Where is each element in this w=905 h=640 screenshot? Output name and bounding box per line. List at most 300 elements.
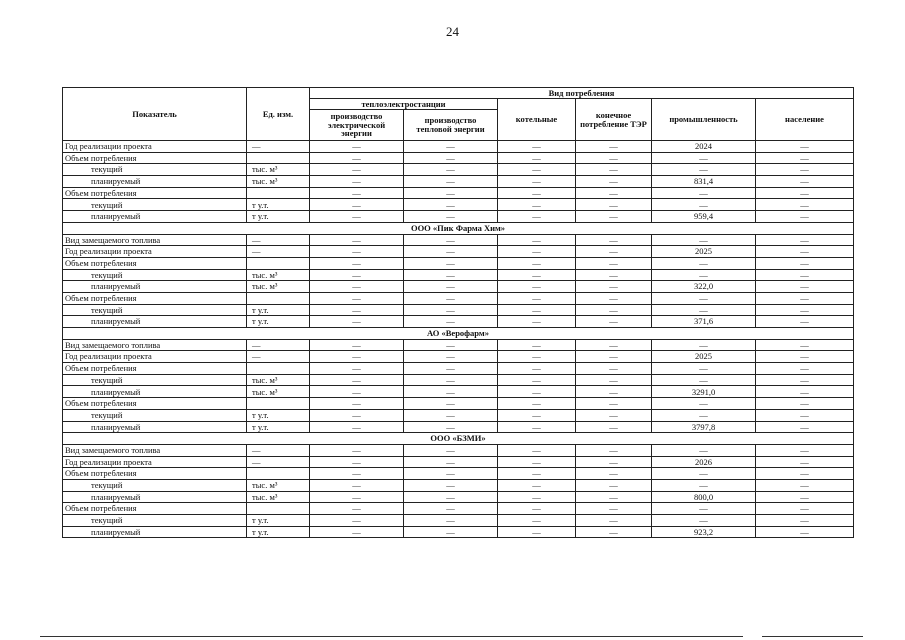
population-cell: —	[756, 141, 854, 153]
electric-production-cell: —	[310, 281, 404, 293]
table-row	[63, 444, 854, 456]
unit-cell: т у.т.	[247, 304, 310, 316]
industry-cell: 923,2	[652, 526, 756, 538]
industry-cell: —	[652, 234, 756, 246]
industry-cell: —	[652, 398, 756, 410]
unit-cell: тыс. м³	[247, 281, 310, 293]
boilers-cell: —	[498, 398, 576, 410]
heat-production-cell: —	[404, 152, 498, 164]
boilers-cell: —	[498, 339, 576, 351]
boilers-cell: —	[498, 316, 576, 328]
electric-production-cell: —	[310, 199, 404, 211]
boilers-cell: —	[498, 176, 576, 188]
electric-production-cell: —	[310, 409, 404, 421]
population-cell: —	[756, 444, 854, 456]
population-cell: —	[756, 479, 854, 491]
indicator-cell: Объем потребления	[63, 503, 247, 515]
heat-production-cell: —	[404, 281, 498, 293]
section-title: АО «Верофарм»	[63, 328, 854, 340]
electric-production-cell: —	[310, 479, 404, 491]
heat-production-cell: —	[404, 374, 498, 386]
heat-production-cell: —	[404, 176, 498, 188]
industry-cell: —	[652, 292, 756, 304]
table-row	[63, 491, 854, 503]
table-row	[63, 246, 854, 258]
final-consumption-cell: —	[576, 141, 652, 153]
boilers-cell: —	[498, 515, 576, 527]
final-consumption-cell: —	[576, 257, 652, 269]
electric-production-cell: —	[310, 363, 404, 375]
final-consumption-cell: —	[576, 152, 652, 164]
final-consumption-cell: —	[576, 374, 652, 386]
electric-production-cell: —	[310, 503, 404, 515]
population-cell: —	[756, 281, 854, 293]
indicator-cell: Вид замещаемого топлива	[63, 444, 247, 456]
final-consumption-cell: —	[576, 526, 652, 538]
heat-production-cell: —	[404, 304, 498, 316]
unit-cell: —	[247, 444, 310, 456]
boilers-cell: —	[498, 257, 576, 269]
industry-cell: 800,0	[652, 491, 756, 503]
industry-cell: 831,4	[652, 176, 756, 188]
section-title: ООО «Пик Фарма Хим»	[63, 222, 854, 234]
table-row	[63, 187, 854, 199]
boilers-cell: —	[498, 304, 576, 316]
population-cell: —	[756, 491, 854, 503]
unit-cell	[247, 187, 310, 199]
indicator-cell: планируемый	[63, 211, 247, 223]
electric-production-cell: —	[310, 269, 404, 281]
population-cell: —	[756, 292, 854, 304]
table-row	[63, 351, 854, 363]
boilers-cell: —	[498, 281, 576, 293]
table-row	[63, 363, 854, 375]
table-row	[63, 316, 854, 328]
indicator-cell: Год реализации проекта	[63, 141, 247, 153]
boilers-cell: —	[498, 374, 576, 386]
unit-cell	[247, 257, 310, 269]
heat-production-cell: —	[404, 363, 498, 375]
final-consumption-cell: —	[576, 456, 652, 468]
electric-production-cell: —	[310, 246, 404, 258]
indicator-cell: Год реализации проекта	[63, 351, 247, 363]
indicator-cell: Объем потребления	[63, 468, 247, 480]
industry-cell: 2024	[652, 141, 756, 153]
heat-production-cell: —	[404, 491, 498, 503]
boilers-cell: —	[498, 491, 576, 503]
industry-cell: —	[652, 479, 756, 491]
indicator-cell: текущий	[63, 304, 247, 316]
heat-production-cell: —	[404, 316, 498, 328]
boilers-cell: —	[498, 444, 576, 456]
industry-cell: —	[652, 363, 756, 375]
heat-production-cell: —	[404, 199, 498, 211]
unit-cell: т у.т.	[247, 316, 310, 328]
population-cell: —	[756, 176, 854, 188]
industry-cell: —	[652, 409, 756, 421]
industry-cell: 322,0	[652, 281, 756, 293]
indicator-cell: планируемый	[63, 526, 247, 538]
header-boilers: котельные	[498, 99, 576, 141]
final-consumption-cell: —	[576, 304, 652, 316]
population-cell: —	[756, 339, 854, 351]
electric-production-cell: —	[310, 152, 404, 164]
footer-rule-right	[762, 636, 863, 637]
population-cell: —	[756, 152, 854, 164]
industry-cell: —	[652, 444, 756, 456]
table-row	[63, 257, 854, 269]
header-final-consumption: конечное потребление ТЭР	[576, 99, 652, 141]
indicator-cell: планируемый	[63, 316, 247, 328]
page-number: 24	[446, 24, 459, 39]
table-body	[63, 141, 854, 538]
header-consumption-type: Вид потребления	[310, 88, 854, 99]
table-row	[63, 304, 854, 316]
industry-cell: —	[652, 269, 756, 281]
heat-production-cell: —	[404, 269, 498, 281]
indicator-cell: Год реализации проекта	[63, 456, 247, 468]
population-cell: —	[756, 409, 854, 421]
unit-cell: тыс. м³	[247, 164, 310, 176]
indicator-cell: планируемый	[63, 281, 247, 293]
heat-production-cell: —	[404, 234, 498, 246]
industry-cell: —	[652, 187, 756, 199]
final-consumption-cell: —	[576, 164, 652, 176]
electric-production-cell: —	[310, 491, 404, 503]
industry-cell: —	[652, 468, 756, 480]
final-consumption-cell: —	[576, 211, 652, 223]
unit-cell: тыс. м³	[247, 176, 310, 188]
table-row	[63, 211, 854, 223]
final-consumption-cell: —	[576, 515, 652, 527]
population-cell: —	[756, 234, 854, 246]
unit-cell: —	[247, 351, 310, 363]
boilers-cell: —	[498, 409, 576, 421]
table-row	[63, 374, 854, 386]
indicator-cell: Объем потребления	[63, 363, 247, 375]
final-consumption-cell: —	[576, 468, 652, 480]
industry-cell: —	[652, 515, 756, 527]
population-cell: —	[756, 187, 854, 199]
heat-production-cell: —	[404, 386, 498, 398]
electric-production-cell: —	[310, 316, 404, 328]
industry-cell: 959,4	[652, 211, 756, 223]
electric-production-cell: —	[310, 339, 404, 351]
population-cell: —	[756, 374, 854, 386]
electric-production-cell: —	[310, 386, 404, 398]
indicator-cell: Объем потребления	[63, 187, 247, 199]
indicator-cell: Вид замещаемого топлива	[63, 234, 247, 246]
heat-production-cell: —	[404, 257, 498, 269]
population-cell: —	[756, 386, 854, 398]
heat-production-cell: —	[404, 339, 498, 351]
final-consumption-cell: —	[576, 339, 652, 351]
electric-production-cell: —	[310, 257, 404, 269]
boilers-cell: —	[498, 246, 576, 258]
unit-cell	[247, 468, 310, 480]
table-row	[63, 456, 854, 468]
final-consumption-cell: —	[576, 479, 652, 491]
population-cell: —	[756, 456, 854, 468]
population-cell: —	[756, 257, 854, 269]
table-row	[63, 234, 854, 246]
final-consumption-cell: —	[576, 234, 652, 246]
unit-cell: тыс. м³	[247, 374, 310, 386]
table-row	[63, 339, 854, 351]
heat-production-cell: —	[404, 141, 498, 153]
table-row	[63, 526, 854, 538]
heat-production-cell: —	[404, 444, 498, 456]
table-row	[63, 398, 854, 410]
unit-cell: т у.т.	[247, 199, 310, 211]
table-row	[63, 141, 854, 153]
indicator-cell: Год реализации проекта	[63, 246, 247, 258]
industry-cell: —	[652, 152, 756, 164]
table-row	[63, 269, 854, 281]
indicator-cell: Объем потребления	[63, 398, 247, 410]
industry-cell: —	[652, 304, 756, 316]
table-row	[63, 468, 854, 480]
unit-cell: т у.т.	[247, 211, 310, 223]
heat-production-cell: —	[404, 211, 498, 223]
heat-production-cell: —	[404, 187, 498, 199]
unit-cell: —	[247, 339, 310, 351]
electric-production-cell: —	[310, 211, 404, 223]
population-cell: —	[756, 468, 854, 480]
population-cell: —	[756, 304, 854, 316]
table-row	[63, 176, 854, 188]
unit-cell: тыс. м³	[247, 386, 310, 398]
unit-cell	[247, 398, 310, 410]
boilers-cell: —	[498, 363, 576, 375]
footer-rule-left	[40, 636, 743, 637]
industry-cell: 2026	[652, 456, 756, 468]
table-row	[63, 292, 854, 304]
boilers-cell: —	[498, 292, 576, 304]
boilers-cell: —	[498, 456, 576, 468]
boilers-cell: —	[498, 211, 576, 223]
electric-production-cell: —	[310, 187, 404, 199]
unit-cell	[247, 152, 310, 164]
indicator-cell: Объем потребления	[63, 292, 247, 304]
final-consumption-cell: —	[576, 187, 652, 199]
electric-production-cell: —	[310, 351, 404, 363]
industry-cell: 3797,8	[652, 421, 756, 433]
population-cell: —	[756, 398, 854, 410]
industry-cell: —	[652, 164, 756, 176]
heat-production-cell: —	[404, 409, 498, 421]
industry-cell: 371,6	[652, 316, 756, 328]
electric-production-cell: —	[310, 468, 404, 480]
industry-cell: —	[652, 374, 756, 386]
population-cell: —	[756, 269, 854, 281]
unit-cell: т у.т.	[247, 421, 310, 433]
indicator-cell: текущий	[63, 409, 247, 421]
boilers-cell: —	[498, 386, 576, 398]
unit-cell: т у.т.	[247, 409, 310, 421]
electric-production-cell: —	[310, 515, 404, 527]
electric-production-cell: —	[310, 398, 404, 410]
header-unit: Ед. изм.	[247, 88, 310, 141]
table-row	[63, 386, 854, 398]
final-consumption-cell: —	[576, 409, 652, 421]
indicator-cell: планируемый	[63, 421, 247, 433]
heat-production-cell: —	[404, 479, 498, 491]
heat-production-cell: —	[404, 515, 498, 527]
electric-production-cell: —	[310, 421, 404, 433]
header-indicator: Показатель	[63, 88, 247, 141]
unit-cell: тыс. м³	[247, 491, 310, 503]
boilers-cell: —	[498, 479, 576, 491]
heat-production-cell: —	[404, 246, 498, 258]
heat-production-cell: —	[404, 292, 498, 304]
header-electric-production: производство электрической энергии	[310, 110, 404, 141]
final-consumption-cell: —	[576, 351, 652, 363]
population-cell: —	[756, 211, 854, 223]
population-cell: —	[756, 503, 854, 515]
section-row	[63, 433, 854, 445]
unit-cell	[247, 503, 310, 515]
header-chp: теплоэлектростанции	[310, 99, 498, 110]
heat-production-cell: —	[404, 164, 498, 176]
unit-cell: тыс. м³	[247, 479, 310, 491]
final-consumption-cell: —	[576, 444, 652, 456]
industry-cell: —	[652, 199, 756, 211]
table-row	[63, 421, 854, 433]
population-cell: —	[756, 363, 854, 375]
section-row	[63, 222, 854, 234]
section-title: ООО «БЗМИ»	[63, 433, 854, 445]
table-row	[63, 515, 854, 527]
electric-production-cell: —	[310, 304, 404, 316]
heat-production-cell: —	[404, 526, 498, 538]
final-consumption-cell: —	[576, 176, 652, 188]
unit-cell: тыс. м³	[247, 269, 310, 281]
population-cell: —	[756, 351, 854, 363]
unit-cell: т у.т.	[247, 515, 310, 527]
boilers-cell: —	[498, 421, 576, 433]
electric-production-cell: —	[310, 164, 404, 176]
population-cell: —	[756, 421, 854, 433]
indicator-cell: Объем потребления	[63, 257, 247, 269]
header-heat-production: производство тепловой энергии	[404, 110, 498, 141]
section-row	[63, 328, 854, 340]
boilers-cell: —	[498, 199, 576, 211]
indicator-cell: текущий	[63, 374, 247, 386]
indicator-cell: текущий	[63, 199, 247, 211]
population-cell: —	[756, 199, 854, 211]
final-consumption-cell: —	[576, 421, 652, 433]
indicator-cell: планируемый	[63, 176, 247, 188]
industry-cell: —	[652, 257, 756, 269]
industry-cell: 2025	[652, 246, 756, 258]
final-consumption-cell: —	[576, 491, 652, 503]
electric-production-cell: —	[310, 374, 404, 386]
unit-cell: —	[247, 141, 310, 153]
industry-cell: —	[652, 503, 756, 515]
final-consumption-cell: —	[576, 386, 652, 398]
population-cell: —	[756, 316, 854, 328]
industry-cell: —	[652, 339, 756, 351]
energy-consumption-table	[62, 87, 854, 538]
population-cell: —	[756, 526, 854, 538]
indicator-cell: планируемый	[63, 491, 247, 503]
boilers-cell: —	[498, 187, 576, 199]
indicator-cell: текущий	[63, 164, 247, 176]
boilers-cell: —	[498, 468, 576, 480]
indicator-cell: текущий	[63, 479, 247, 491]
unit-cell: т у.т.	[247, 526, 310, 538]
indicator-cell: Вид замещаемого топлива	[63, 339, 247, 351]
indicator-cell: текущий	[63, 269, 247, 281]
final-consumption-cell: —	[576, 363, 652, 375]
electric-production-cell: —	[310, 444, 404, 456]
table-row	[63, 199, 854, 211]
heat-production-cell: —	[404, 421, 498, 433]
population-cell: —	[756, 515, 854, 527]
heat-production-cell: —	[404, 398, 498, 410]
industry-cell: 2025	[652, 351, 756, 363]
population-cell: —	[756, 246, 854, 258]
heat-production-cell: —	[404, 468, 498, 480]
final-consumption-cell: —	[576, 503, 652, 515]
electric-production-cell: —	[310, 456, 404, 468]
population-cell: —	[756, 164, 854, 176]
final-consumption-cell: —	[576, 199, 652, 211]
header-industry: промышленность	[652, 99, 756, 141]
electric-production-cell: —	[310, 292, 404, 304]
header-population: население	[756, 99, 854, 141]
final-consumption-cell: —	[576, 281, 652, 293]
table-row	[63, 152, 854, 164]
electric-production-cell: —	[310, 176, 404, 188]
heat-production-cell: —	[404, 456, 498, 468]
final-consumption-cell: —	[576, 246, 652, 258]
electric-production-cell: —	[310, 141, 404, 153]
unit-cell	[247, 292, 310, 304]
boilers-cell: —	[498, 503, 576, 515]
unit-cell: —	[247, 246, 310, 258]
indicator-cell: Объем потребления	[63, 152, 247, 164]
heat-production-cell: —	[404, 351, 498, 363]
heat-production-cell: —	[404, 503, 498, 515]
indicator-cell: планируемый	[63, 386, 247, 398]
boilers-cell: —	[498, 526, 576, 538]
unit-cell	[247, 363, 310, 375]
boilers-cell: —	[498, 351, 576, 363]
industry-cell: 3291,0	[652, 386, 756, 398]
boilers-cell: —	[498, 164, 576, 176]
electric-production-cell: —	[310, 234, 404, 246]
final-consumption-cell: —	[576, 316, 652, 328]
unit-cell: —	[247, 456, 310, 468]
indicator-cell: текущий	[63, 515, 247, 527]
table-row	[63, 164, 854, 176]
boilers-cell: —	[498, 152, 576, 164]
table-row	[63, 479, 854, 491]
boilers-cell: —	[498, 141, 576, 153]
boilers-cell: —	[498, 234, 576, 246]
table-row	[63, 503, 854, 515]
final-consumption-cell: —	[576, 292, 652, 304]
boilers-cell: —	[498, 269, 576, 281]
table-row	[63, 409, 854, 421]
table-row	[63, 281, 854, 293]
final-consumption-cell: —	[576, 269, 652, 281]
unit-cell: —	[247, 234, 310, 246]
final-consumption-cell: —	[576, 398, 652, 410]
electric-production-cell: —	[310, 526, 404, 538]
